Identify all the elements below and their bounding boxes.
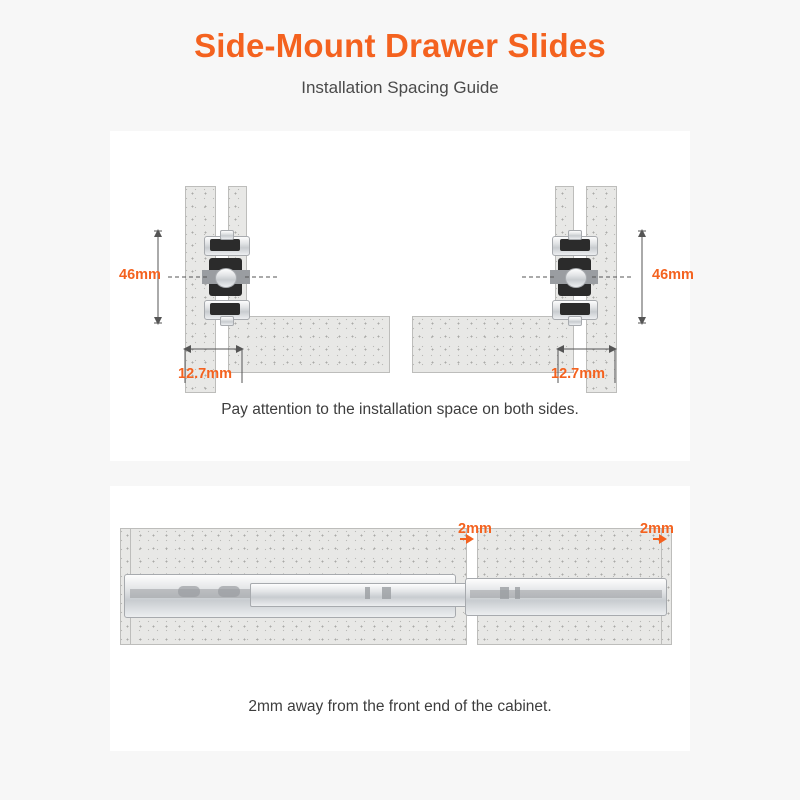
right-vertical-dimension-label: 46mm: [652, 266, 694, 283]
left-gap-label: 2mm: [458, 520, 492, 537]
left-vertical-dimension-label: 46mm: [119, 266, 161, 283]
left-horizontal-dimension-label: 12.7mm: [178, 365, 233, 382]
panel1-caption: Pay attention to the installation space on both sides.: [221, 400, 579, 418]
panel-front-clearance: [110, 486, 690, 751]
page-subtitle: Installation Spacing Guide: [301, 77, 499, 97]
right-horizontal-dimension-label: 12.7mm: [551, 365, 606, 382]
header: [0, 0, 800, 98]
panel-side-clearance: [110, 131, 694, 461]
page-title: Side-Mount Drawer Slides: [194, 27, 606, 64]
panel2-caption: 2mm away from the front end of the cabinet.: [248, 697, 552, 715]
right-gap-label: 2mm: [640, 520, 674, 537]
